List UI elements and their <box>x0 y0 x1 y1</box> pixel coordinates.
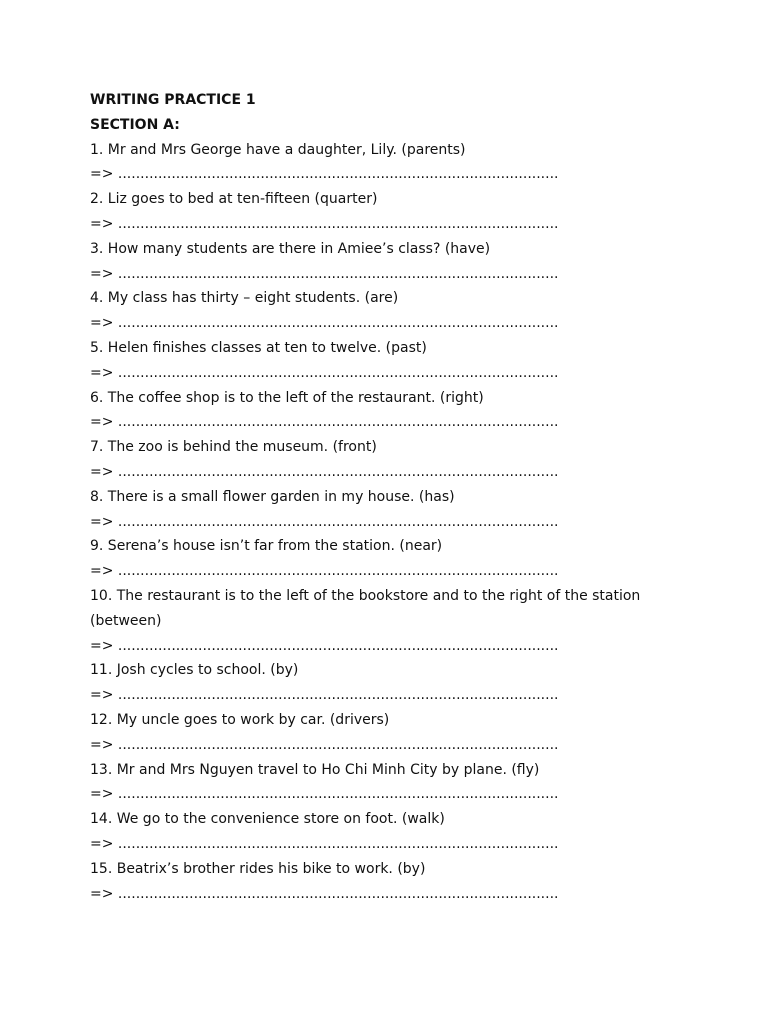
question-text: 2. Liz goes to bed at ten-fifteen (quarter) <box>90 191 378 208</box>
question-item <box>90 237 690 287</box>
question-text: 12. My uncle goes to work by car. (drivers) <box>90 711 390 728</box>
answer-line: => ................................................................................................... <box>90 364 559 381</box>
question-text: 14. We go to the convenience store on foot. (walk) <box>90 811 445 828</box>
question-item <box>90 708 690 758</box>
question-item <box>90 336 690 386</box>
question-text-continued: (between) <box>90 612 162 629</box>
answer-line: => ................................................................................................... <box>90 736 559 753</box>
question-text: 7. The zoo is behind the museum. (front) <box>90 439 377 456</box>
question-item <box>90 435 690 485</box>
answer-line: => ................................................................................................... <box>90 513 559 530</box>
answer-line: => ................................................................................................... <box>90 315 559 332</box>
question-item <box>90 187 690 237</box>
question-item <box>90 658 690 708</box>
answer-line: => ................................................................................................... <box>90 885 559 902</box>
answer-line: => ................................................................................................... <box>90 166 559 183</box>
question-text: 5. Helen finishes classes at ten to twelve. (past) <box>90 339 427 356</box>
question-text: 3. How many students are there in Amiee’s class? (have) <box>90 240 491 257</box>
answer-line: => ................................................................................................... <box>90 563 559 580</box>
question-text: 10. The restaurant is to the left of the bookstore and to the right of the station <box>90 587 641 604</box>
question-text: 1. Mr and Mrs George have a daughter, Lily. (parents) <box>90 141 466 158</box>
question-item <box>90 758 690 808</box>
question-text: 11. Josh cycles to school. (by) <box>90 662 299 679</box>
answer-line: => ................................................................................................... <box>90 637 559 654</box>
answer-line: => ................................................................................................... <box>90 786 559 803</box>
question-text: 15. Beatrix’s brother rides his bike to work. (by) <box>90 860 426 877</box>
answer-line: => ................................................................................................... <box>90 215 559 232</box>
answer-line: => ................................................................................................... <box>90 463 559 480</box>
question-item <box>90 857 690 907</box>
answer-line: => ................................................................................................... <box>90 687 559 704</box>
question-item <box>90 807 690 857</box>
worksheet <box>90 88 690 906</box>
question-text: 13. Mr and Mrs Nguyen travel to Ho Chi Minh City by plane. (fly) <box>90 761 540 778</box>
question-item <box>90 485 690 535</box>
answer-line: => ................................................................................................... <box>90 265 559 282</box>
question-item <box>90 138 690 188</box>
section-heading: SECTION A: <box>90 116 180 133</box>
question-item <box>90 534 690 584</box>
question-text: 4. My class has thirty – eight students. (are) <box>90 290 399 307</box>
question-item <box>90 286 690 336</box>
question-item <box>90 386 690 436</box>
question-text: 8. There is a small flower garden in my house. (has) <box>90 488 455 505</box>
worksheet-title: WRITING PRACTICE 1 <box>90 92 256 108</box>
question-text: 6. The coffee shop is to the left of the restaurant. (right) <box>90 389 484 406</box>
answer-line: => ................................................................................................... <box>90 835 559 852</box>
question-item <box>90 584 690 658</box>
answer-line: => ................................................................................................... <box>90 414 559 431</box>
question-text: 9. Serena’s house isn’t far from the station. (near) <box>90 538 443 555</box>
